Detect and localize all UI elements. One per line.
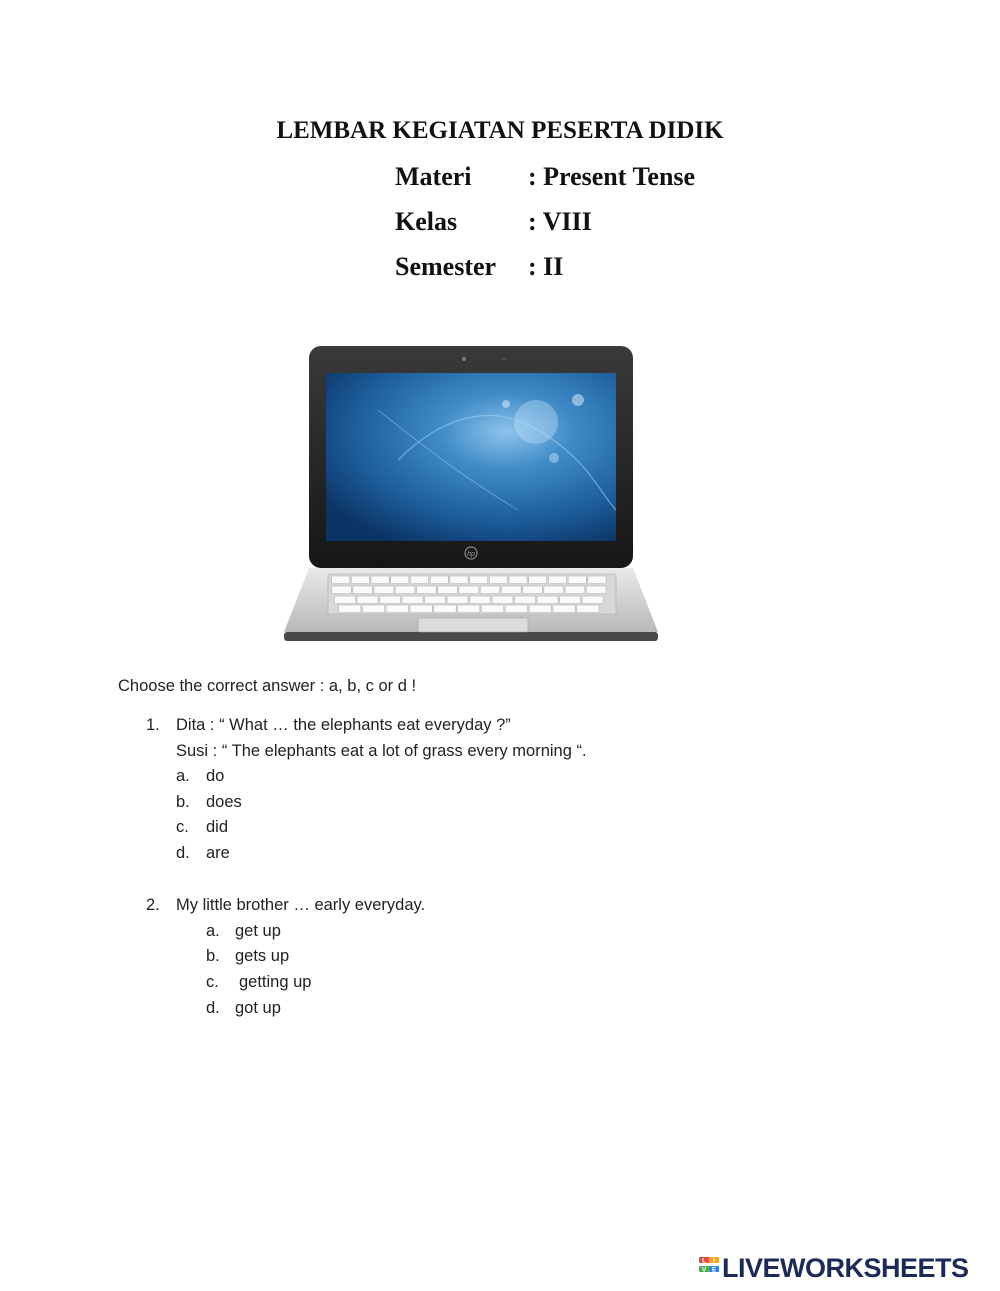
keyboard-key <box>529 576 547 584</box>
laptop-image <box>278 340 670 650</box>
keyboard-key <box>480 586 500 594</box>
keyboard-key <box>523 586 543 594</box>
keyboard-key <box>489 576 507 584</box>
meta-label: Materi <box>395 162 472 191</box>
option-text[interactable]: gets up <box>235 947 290 965</box>
keyboard-key <box>357 596 378 604</box>
keyboard-key <box>339 605 361 613</box>
keyboard-key <box>537 596 558 604</box>
keyboard-key <box>402 596 423 604</box>
meta-value: : VIII <box>528 207 592 236</box>
keyboard-key <box>482 605 504 613</box>
keyboard-key <box>335 596 356 604</box>
question-line: My little brother … early everyday. <box>176 896 426 914</box>
option-letter: a. <box>206 922 220 940</box>
question-number: 2. <box>146 896 160 914</box>
svg-text:V: V <box>701 1266 707 1274</box>
keyboard-key <box>386 605 408 613</box>
liveworksheets-brand-text[interactable]: LIVEWORKSHEETS <box>722 1253 969 1283</box>
keyboard-key <box>351 576 369 584</box>
touchpad <box>418 618 528 632</box>
keyboard-key <box>560 596 581 604</box>
keyboard-key <box>430 576 448 584</box>
keyboard-key <box>459 586 479 594</box>
option-text[interactable]: do <box>206 767 225 785</box>
keyboard-key <box>374 586 394 594</box>
option-letter: b. <box>206 947 220 965</box>
option-text[interactable]: get up <box>235 922 281 940</box>
keyboard-key <box>395 586 415 594</box>
keyboard-key <box>586 586 606 594</box>
keyboard-key <box>353 586 373 594</box>
meta-row-kelas <box>395 207 592 237</box>
webcam-icon <box>462 357 466 361</box>
option-letter: c. <box>176 818 189 836</box>
option-letter: b. <box>176 793 190 811</box>
keyboard-key <box>410 605 432 613</box>
option-text[interactable]: got up <box>235 999 281 1017</box>
question-number: 1. <box>146 716 160 734</box>
keyboard-key <box>434 605 456 613</box>
keyboard-key <box>588 576 606 584</box>
meta-value: : Present Tense <box>528 162 696 191</box>
keyboard-key <box>417 586 437 594</box>
option-text[interactable]: did <box>206 818 229 836</box>
keyboard-key <box>565 586 585 594</box>
meta-label: Semester <box>395 252 497 281</box>
keyboard-key <box>332 576 350 584</box>
question-line: Susi : “ The elephants eat a lot of grass every morning “. <box>176 742 587 760</box>
worksheet-title: LEMBAR KEGIATAN PESERTA DIDIK <box>276 117 724 144</box>
keyboard-key <box>391 576 409 584</box>
meta-row-semester <box>395 252 563 282</box>
svg-text:I: I <box>713 1257 715 1265</box>
keyboard-key <box>515 596 536 604</box>
keyboard-key <box>380 596 401 604</box>
keyboard-key <box>438 586 458 594</box>
keyboard-key <box>577 605 599 613</box>
option-text[interactable]: getting up <box>239 973 312 991</box>
keyboard-key <box>371 576 389 584</box>
option-letter: d. <box>176 844 190 862</box>
svg-text:E: E <box>711 1266 717 1274</box>
keyboard-key <box>548 576 566 584</box>
keyboard-key <box>582 596 603 604</box>
keyboard-key <box>470 576 488 584</box>
keyboard-key <box>425 596 446 604</box>
keyboard-key <box>332 586 352 594</box>
keyboard-key <box>450 576 468 584</box>
svg-text:L: L <box>702 1257 706 1265</box>
keyboard-key <box>501 586 521 594</box>
meta-label: Kelas <box>395 207 458 236</box>
keyboard-key <box>509 576 527 584</box>
keyboard-key <box>505 605 527 613</box>
meta-row-materi <box>395 162 695 192</box>
keyboard-key <box>410 576 428 584</box>
option-text[interactable]: does <box>206 793 242 811</box>
keyboard-key <box>568 576 586 584</box>
keyboard-key <box>529 605 551 613</box>
keyboard-key <box>553 605 575 613</box>
keyboard-key <box>458 605 480 613</box>
keyboard-key <box>544 586 564 594</box>
option-letter: d. <box>206 999 220 1017</box>
option-text[interactable]: are <box>206 844 230 862</box>
instruction-text: Choose the correct answer : a, b, c or d ! <box>118 677 417 695</box>
option-letter: c. <box>206 973 219 991</box>
keyboard-key <box>470 596 491 604</box>
option-letter: a. <box>176 767 190 785</box>
keyboard-key <box>447 596 468 604</box>
live-blocks-icon <box>699 1257 719 1273</box>
meta-value: : II <box>528 252 564 281</box>
question-line: Dita : “ What … the elephants eat everyday ?” <box>176 716 511 734</box>
keyboard-key <box>362 605 384 613</box>
keyboard-key <box>492 596 513 604</box>
svg-text:hp: hp <box>467 551 475 558</box>
